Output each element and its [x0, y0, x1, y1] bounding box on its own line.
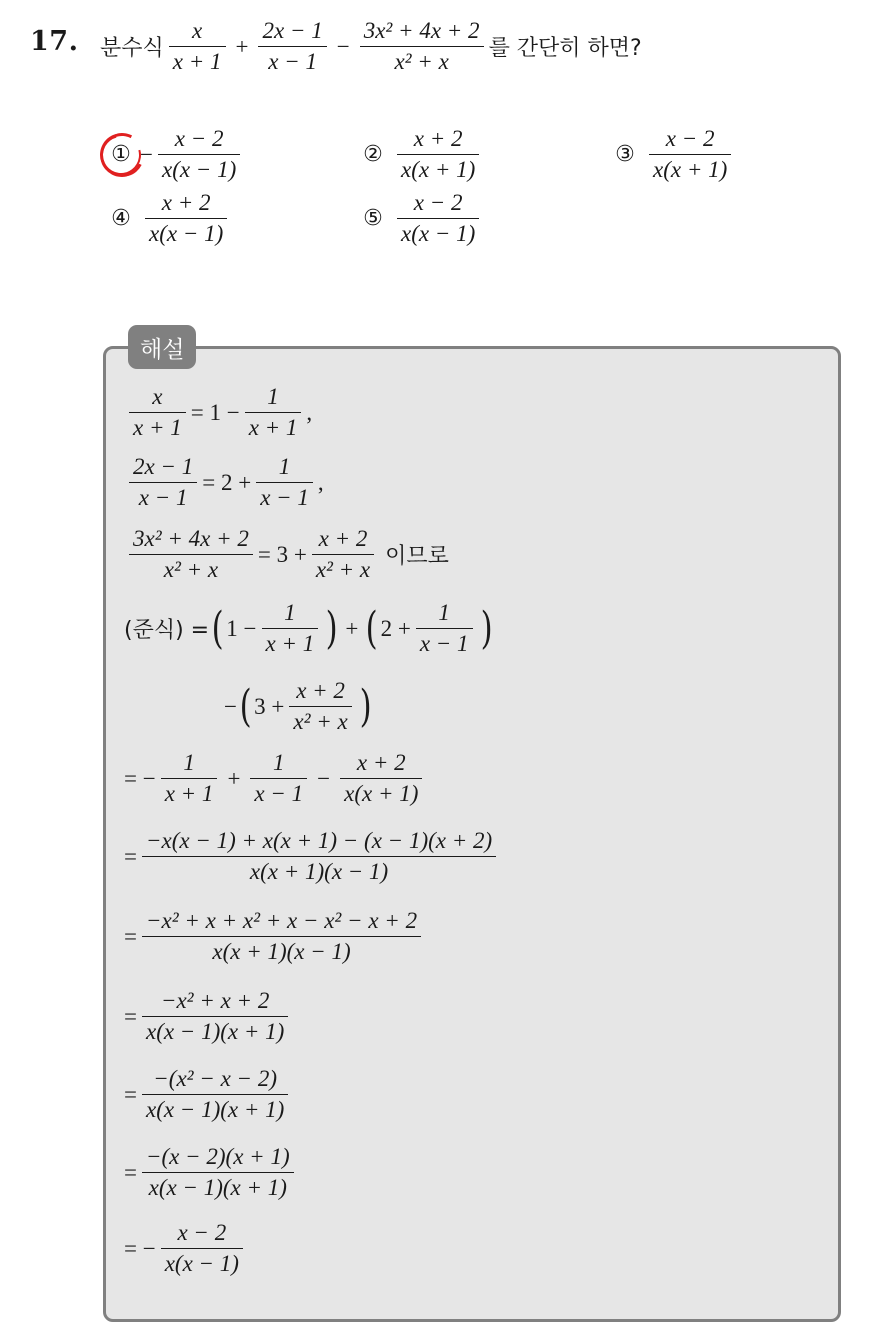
question-fraction-1: $\frac{x}{x + 1}$ — [169, 16, 226, 77]
solution-line-7: = $\frac{-x(x - 1) + x(x + 1) - (x - 1)(x + 2)}{x(x + 1)(x - 1)}$ — [124, 826, 501, 887]
question-fraction-3: $\frac{\text{3x² + 4x + 2}}{\text{x² + x}}$ — [360, 16, 484, 77]
solution-line-4: (준식) = ( 1 − $\frac{1}{x + 1}$ ) + ( 2 + $\frac{1}{x - 1}$ ) — [124, 600, 493, 657]
question-suffix: 를 간단히 하면? — [488, 36, 642, 62]
choice-3[interactable]: ③ $\frac{x - 2}{x(x + 1)}$ — [612, 124, 736, 185]
solution-line-5: − ( 3 + $\frac{x + 2}{\text{x² + x}}$ ) — [224, 678, 372, 735]
solution-label: 해설 — [128, 325, 196, 369]
solution-line-12: = − $\frac{x - 2}{x(x - 1)}$ — [124, 1218, 248, 1279]
question-fraction-2: $\frac{2x - 1}{x - 1}$ — [258, 16, 326, 77]
solution-line-9: = $\frac{\text{−x² + x + 2}}{x(x - 1)(x + 1)}$ — [124, 986, 293, 1047]
question-number: 17. — [30, 26, 79, 57]
question-prefix: 분수식 — [100, 36, 164, 62]
question-text: 분수식 $\frac{x}{x + 1}$ + $\frac{2x - 1}{x - 1}$ − $\frac{\text{3x² + 4x + 2}}{\text{x² + x}}$ 를 간단히 하면? — [100, 16, 642, 77]
solution-line-3: $\frac{\text{3x² + 4x + 2}}{\text{x² + x}}$ = 3 + $\frac{x + 2}{\text{x² + x}}$ 이므로 — [124, 524, 449, 585]
solution-line-1: $\frac{x}{x + 1}$ = 1 − $\frac{1}{x + 1}$ , — [124, 382, 312, 443]
choice-2[interactable]: ② $\frac{x + 2}{x(x + 1)}$ — [360, 124, 484, 185]
solution-line-10: = $\frac{\text{−(x² − x − 2)}}{x(x - 1)(x + 1)}$ — [124, 1064, 293, 1125]
choice-1[interactable]: ① − $\frac{x - 2}{x(x - 1)}$ — [108, 124, 245, 185]
choice-5[interactable]: ⑤ $\frac{x - 2}{x(x - 1)}$ — [360, 188, 484, 249]
solution-line-6: = − $\frac{1}{x + 1}$ + $\frac{1}{x - 1}$ − $\frac{x + 2}{x(x + 1)}$ — [124, 748, 427, 809]
solution-line-11: = $\frac{-(x - 2)(x + 1)}{x(x - 1)(x + 1)}$ — [124, 1142, 299, 1203]
solution-line-2: $\frac{2x - 1}{x - 1}$ = 2 + $\frac{1}{x - 1}$ , — [124, 452, 324, 513]
solution-line-8: = $\frac{\text{−x² + x + x² + x − x² − x + 2}}{x(x + 1)(x - 1)}$ — [124, 906, 426, 967]
choice-4[interactable]: ④ $\frac{x + 2}{x(x - 1)}$ — [108, 188, 232, 249]
